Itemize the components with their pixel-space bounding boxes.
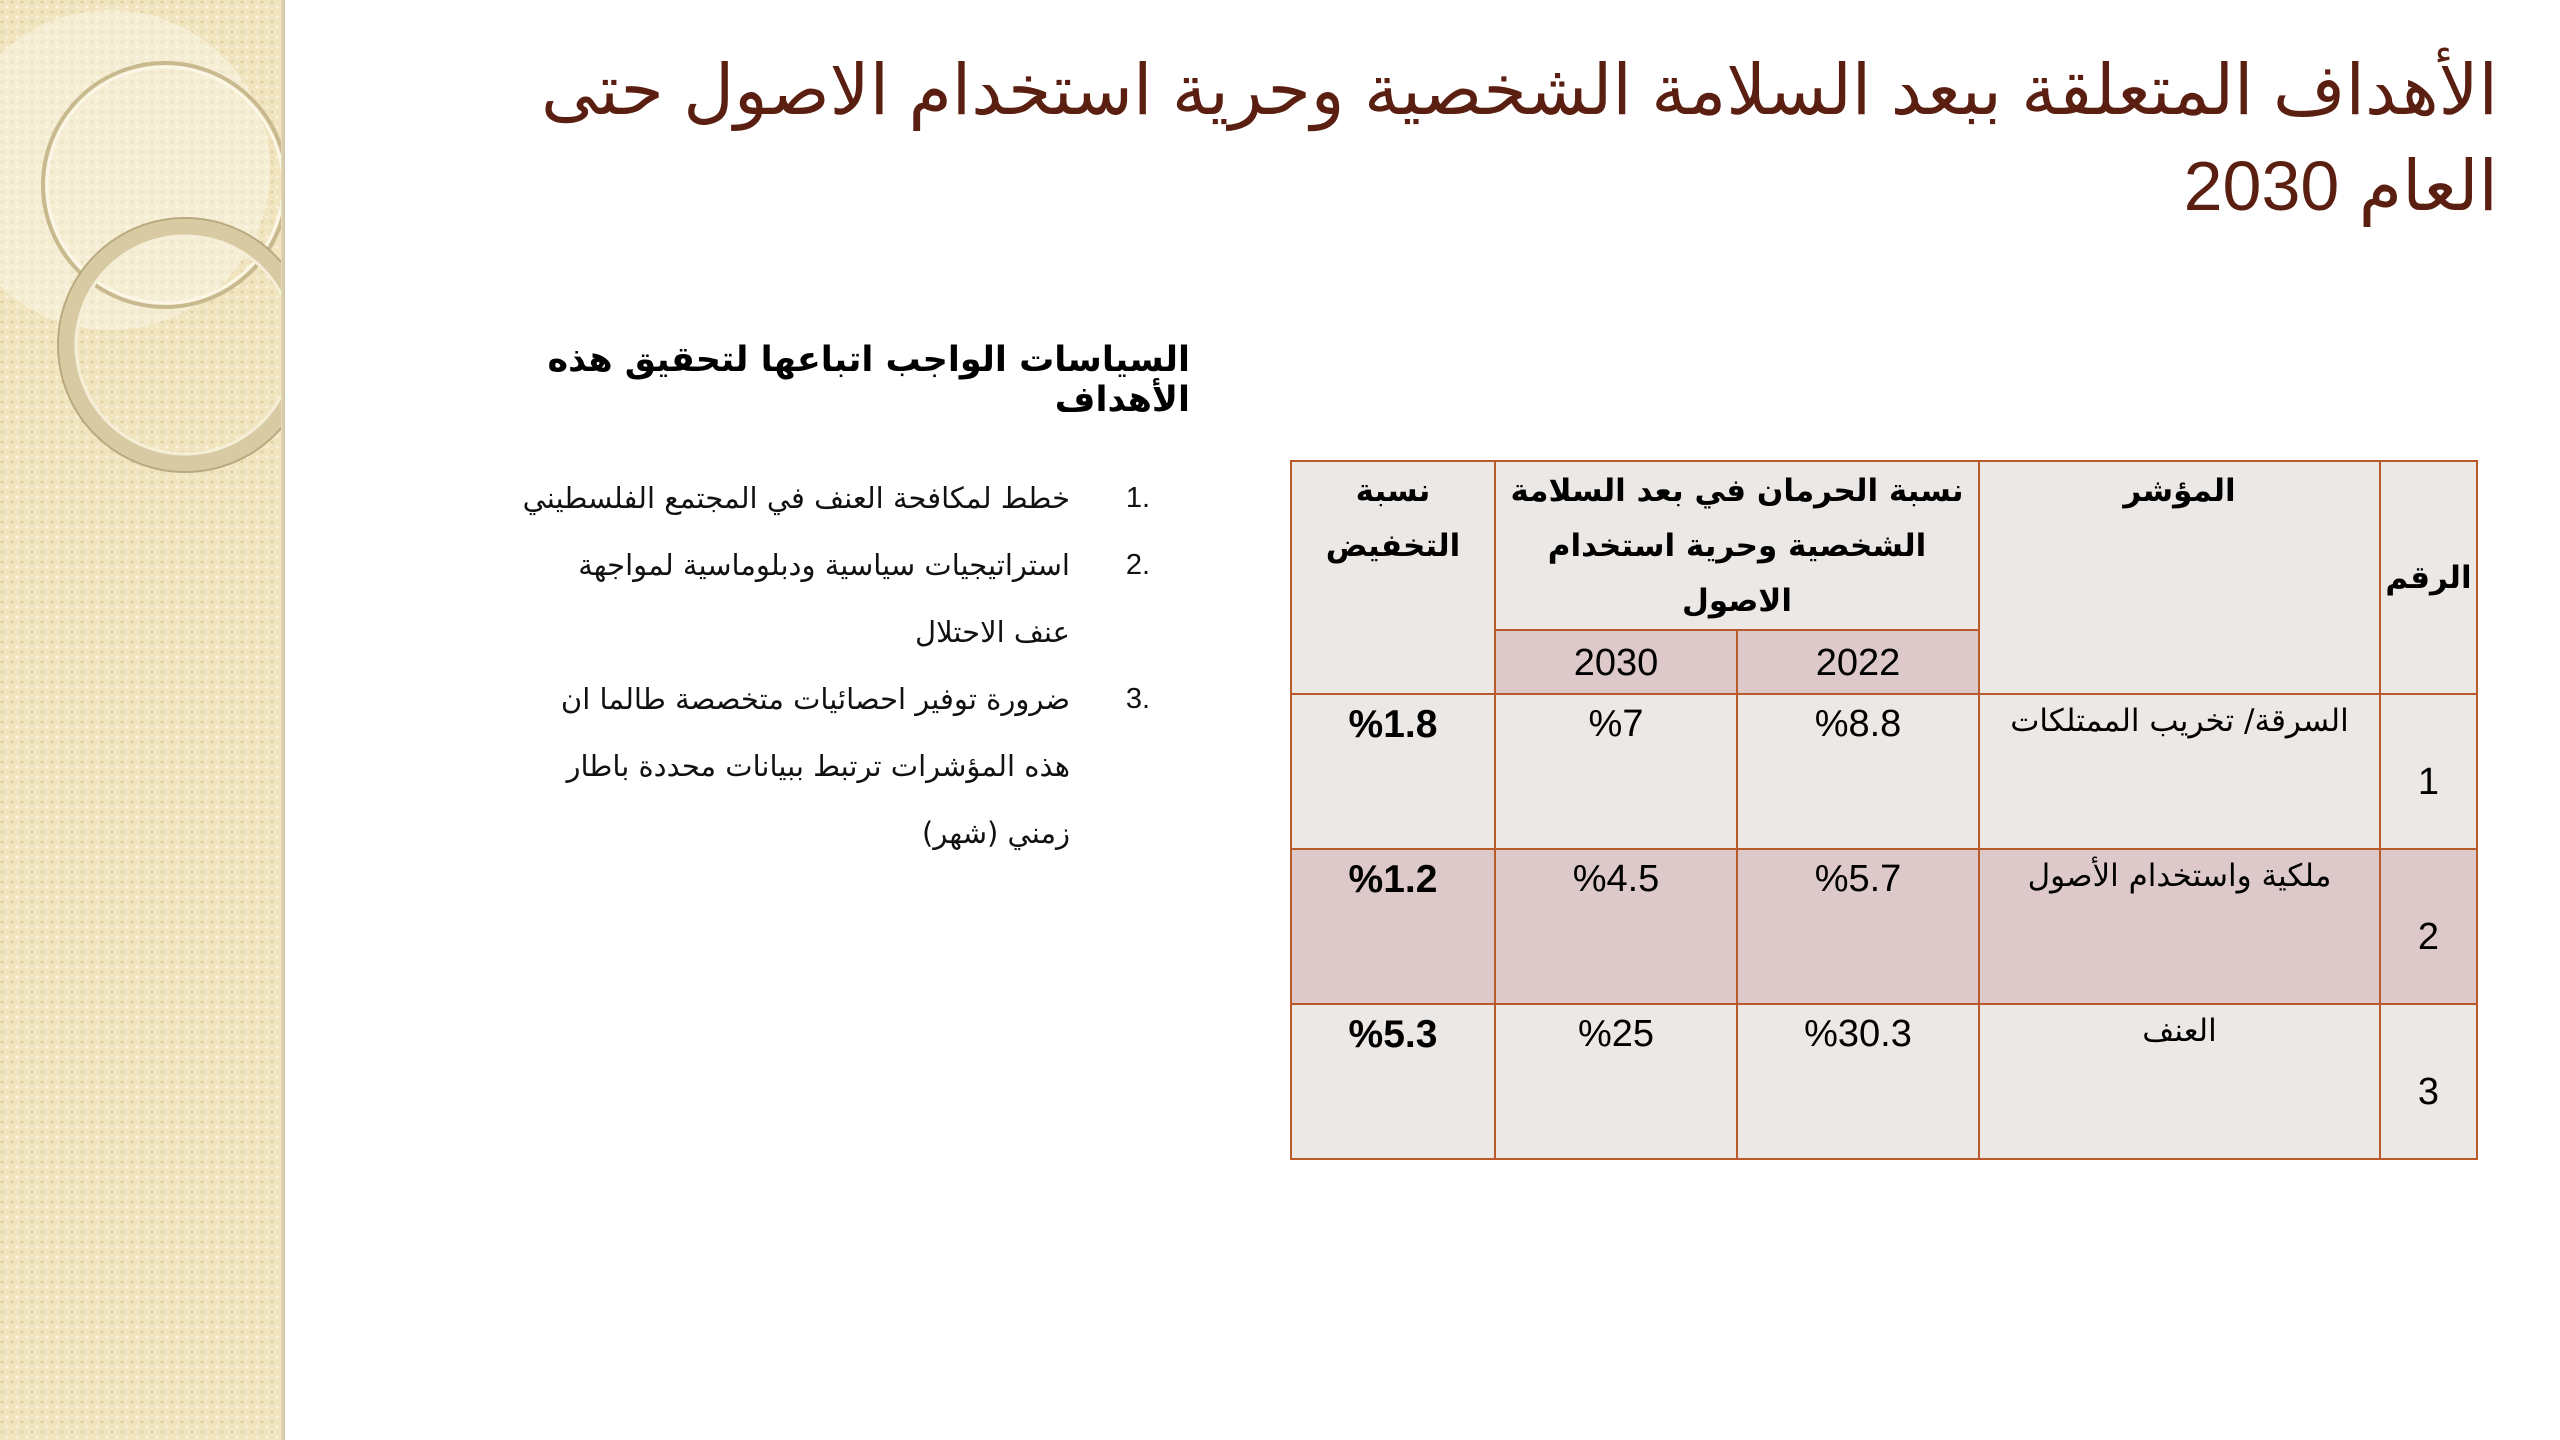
table-row [1291,1004,2477,1159]
row-reduction: %5.3 [1291,1004,1495,1159]
row-number: 2 [2380,849,2477,1004]
decorative-side-panel [0,0,285,1440]
row-value-2022: %30.3 [1737,1004,1979,1159]
row-value-2030: %7 [1495,694,1737,849]
table-row [1291,849,2477,1004]
row-number: 1 [2380,694,2477,849]
row-indicator: السرقة/ تخريب الممتلكات [1979,694,2380,849]
row-indicator: العنف [1979,1004,2380,1159]
header-year-2030: 2030 [1495,630,1737,694]
table-header-row [1291,461,2477,630]
policy-text: استراتيجيات سياسية ودبلوماسية لمواجهة عنف الاحتلال [578,548,1070,649]
row-value-2030: %25 [1495,1004,1737,1159]
policy-item [520,532,1150,666]
indicators-table-container [1290,460,2476,1160]
policy-number: 1. [1125,482,1150,514]
header-indicator: المؤشر [1979,461,2380,694]
policies-list [520,465,1150,867]
row-number: 3 [2380,1004,2477,1159]
policy-number: 2. [1125,549,1150,581]
row-indicator: ملكية واستخدام الأصول [1979,849,2380,1004]
row-reduction: %1.2 [1291,849,1495,1004]
policy-text: ضرورة توفير احصائيات متخصصة طالما ان هذه المؤشرات ترتبط ببيانات محددة باطار زمني (شهر) [560,682,1070,850]
row-value-2022: %5.7 [1737,849,1979,1004]
table-row [1291,694,2477,849]
header-reduction-rate: نسبة التخفيض [1291,461,1495,694]
row-value-2030: %4.5 [1495,849,1737,1004]
policy-item [520,666,1150,867]
indicators-table [1290,460,2478,1160]
row-reduction: %1.8 [1291,694,1495,849]
policy-number: 3. [1125,683,1150,715]
policy-text: خطط لمكافحة العنف في المجتمع الفلسطيني [522,481,1070,515]
slide-title: الأهداف المتعلقة ببعد السلامة الشخصية وحرية استخدام الاصول حتى العام 2030 [541,51,2498,225]
side-panel-edge [281,0,285,1440]
policy-item [520,465,1150,532]
header-number: الرقم [2380,461,2477,694]
row-value-2022: %8.8 [1737,694,1979,849]
header-deprivation-rate: نسبة الحرمان في بعد السلامة الشخصية وحرية استخدام الاصول [1495,461,1979,630]
header-year-2022: 2022 [1737,630,1979,694]
decorative-rings [0,0,285,1440]
policies-heading: السياسات الواجب اتباعها لتحقيق هذه الأهداف [547,340,1190,420]
